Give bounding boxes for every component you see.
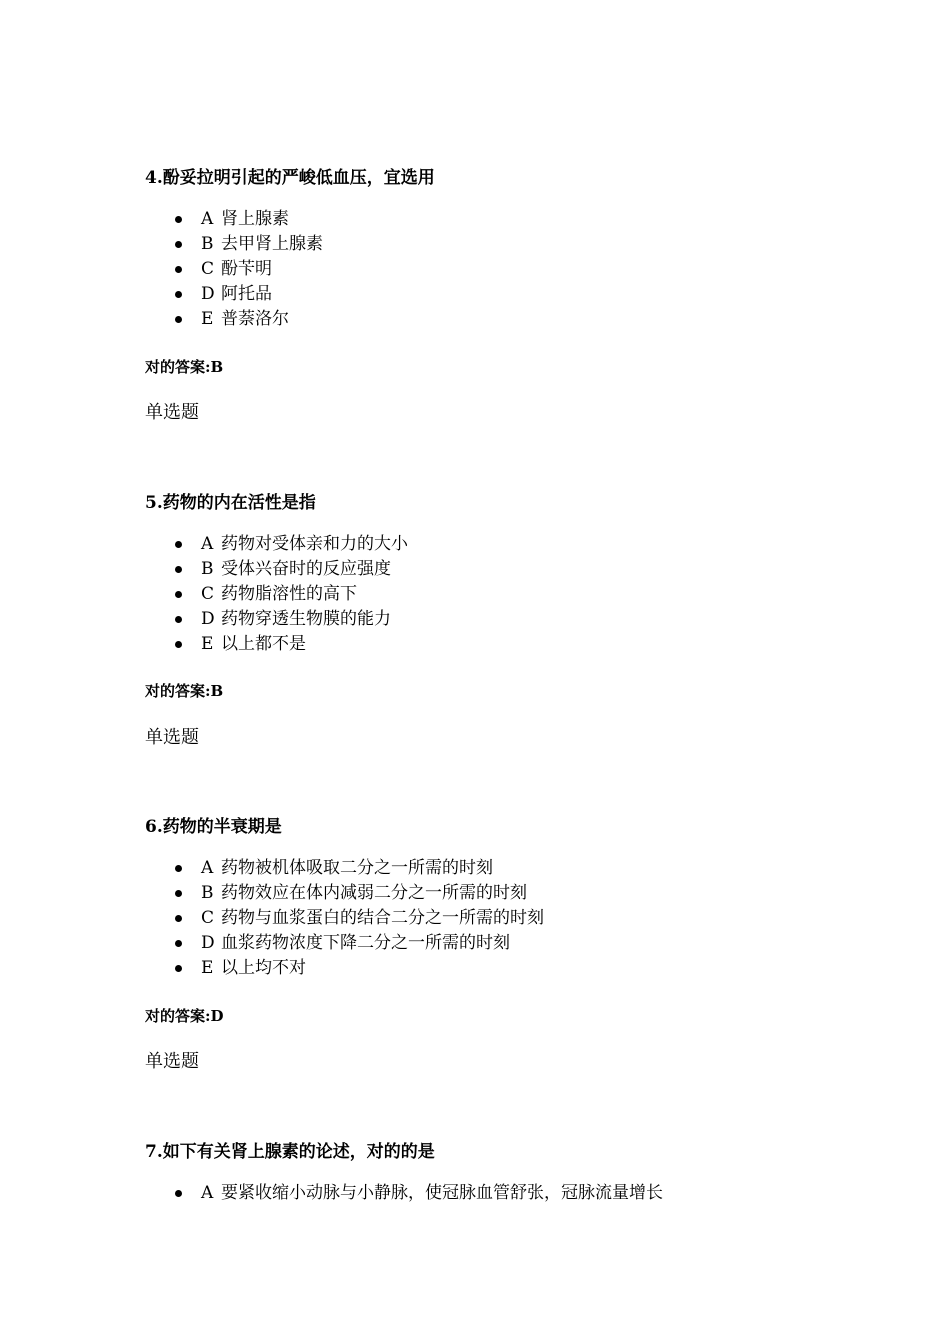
option-text: 酚苄明 (221, 259, 272, 279)
option-text: 药物对受体亲和力的大小 (221, 534, 408, 554)
bullet-icon (175, 641, 182, 648)
option-letter: A (201, 534, 214, 554)
option-letter: E (201, 634, 214, 654)
correct-answer: 对的答案:B (145, 682, 224, 700)
option-text: 普萘洛尔 (221, 309, 289, 329)
option-letter: D (201, 609, 215, 629)
option-letter: A (201, 1183, 214, 1203)
option-e (175, 956, 544, 981)
option-text: 药物被机体吸取二分之一所需的时刻 (221, 858, 493, 878)
option-d (175, 282, 323, 307)
option-text: 药物穿透生物膜的能力 (221, 609, 391, 629)
option-text: 血浆药物浓度下降二分之一所需的时刻 (221, 933, 510, 953)
option-letter: D (201, 933, 215, 953)
option-list (175, 532, 408, 657)
option-letter: B (201, 883, 214, 903)
question-title: 6.药物的半衰期是 (145, 817, 282, 837)
option-text: 以上都不是 (221, 634, 306, 654)
option-text: 要紧收缩小动脉与小静脉，使冠脉血管舒张，冠脉流量增长 (221, 1183, 663, 1203)
bullet-icon (175, 616, 182, 623)
option-a (175, 532, 408, 557)
question-4 (145, 167, 905, 423)
option-a (175, 207, 323, 232)
correct-answer: 对的答案:B (145, 358, 224, 376)
option-letter: E (201, 958, 214, 978)
question-type: 单选题 (145, 1051, 199, 1072)
option-text: 药物脂溶性的高下 (221, 584, 357, 604)
bullet-icon (175, 915, 182, 922)
option-b (175, 881, 544, 906)
question-6 (145, 816, 905, 1072)
option-letter: E (201, 309, 214, 329)
bullet-icon (175, 566, 182, 573)
option-c (175, 906, 544, 931)
bullet-icon (175, 241, 182, 248)
bullet-icon (175, 591, 182, 598)
bullet-icon (175, 940, 182, 947)
option-letter: A (201, 209, 214, 229)
option-b (175, 232, 323, 257)
question-7 (145, 1141, 905, 1203)
option-letter: C (201, 908, 215, 928)
option-letter: B (201, 234, 214, 254)
bullet-icon (175, 541, 182, 548)
option-text: 去甲肾上腺素 (221, 234, 323, 254)
question-title: 5.药物的内在活性是指 (145, 493, 316, 513)
option-a (175, 1181, 663, 1206)
option-d (175, 931, 544, 956)
option-text: 肾上腺素 (221, 209, 289, 229)
option-list (175, 1181, 663, 1206)
bullet-icon (175, 316, 182, 323)
option-letter: C (201, 584, 215, 604)
bullet-icon (175, 1190, 182, 1197)
question-title: 7.如下有关肾上腺素的论述，对的的是 (145, 1142, 435, 1162)
option-c (175, 582, 408, 607)
question-title: 4.酚妥拉明引起的严峻低血压，宜选用 (145, 168, 435, 188)
option-e (175, 307, 323, 332)
bullet-icon (175, 890, 182, 897)
option-text: 阿托品 (221, 284, 272, 304)
option-list (175, 856, 544, 981)
option-b (175, 557, 408, 582)
bullet-icon (175, 965, 182, 972)
option-text: 受体兴奋时的反应强度 (221, 559, 391, 579)
bullet-icon (175, 216, 182, 223)
option-letter: C (201, 259, 215, 279)
option-text: 药物效应在体内减弱二分之一所需的时刻 (221, 883, 527, 903)
bullet-icon (175, 266, 182, 273)
option-a (175, 856, 544, 881)
option-text: 药物与血浆蛋白的结合二分之一所需的时刻 (221, 908, 544, 928)
option-text: 以上均不对 (221, 958, 306, 978)
question-5 (145, 492, 905, 748)
option-e (175, 632, 408, 657)
bullet-icon (175, 865, 182, 872)
correct-answer: 对的答案:D (145, 1007, 224, 1025)
option-d (175, 607, 408, 632)
option-letter: B (201, 559, 214, 579)
bullet-icon (175, 291, 182, 298)
question-type: 单选题 (145, 727, 199, 748)
question-type: 单选题 (145, 402, 199, 423)
option-c (175, 257, 323, 282)
option-letter: A (201, 858, 214, 878)
option-list (175, 207, 323, 332)
option-letter: D (201, 284, 215, 304)
